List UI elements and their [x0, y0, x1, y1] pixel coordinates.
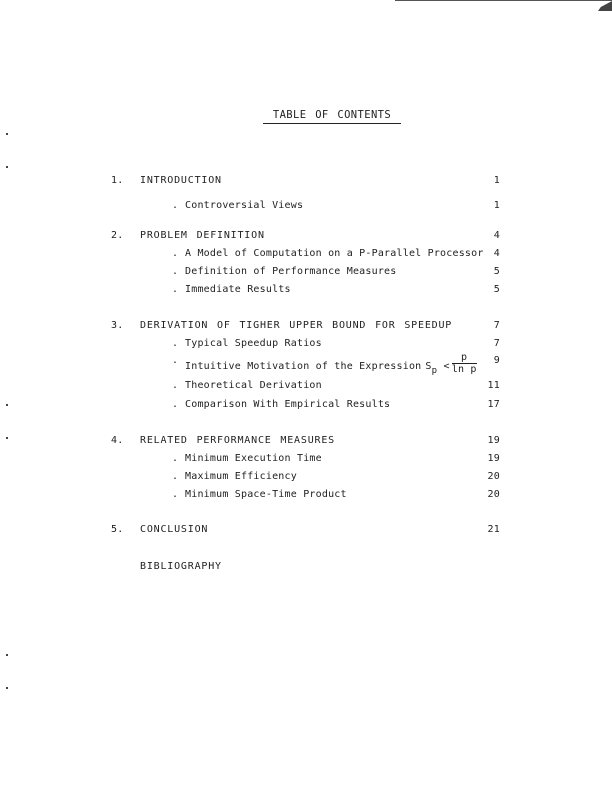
- section-number: 5.: [111, 524, 124, 535]
- page-number: 17: [487, 399, 500, 410]
- subsection-title: Typical Speedup Ratios: [185, 338, 322, 349]
- subsection-title-text: Intuitive Motivation of the Expression: [185, 361, 422, 372]
- page-number: 5: [493, 284, 500, 295]
- subsection-title: Minimum Space-Time Product: [185, 489, 347, 500]
- subsection-title: Minimum Execution Time: [185, 453, 322, 464]
- scan-artifact-dot: [6, 133, 8, 135]
- section-title: DERIVATION OF TIGHER UPPER BOUND FOR SPEEDUP: [140, 320, 453, 331]
- formula-denominator: ln p: [451, 364, 477, 375]
- section-title: PROBLEM DEFINITION: [140, 230, 265, 241]
- speedup-formula: [425, 352, 477, 377]
- subsection-title: Comparison With Empirical Results: [185, 399, 391, 410]
- scan-artifact-dot: [6, 404, 8, 406]
- scan-artifact-mark: [598, 1, 612, 11]
- page-number: 20: [487, 489, 500, 500]
- scan-artifact-dot: [6, 687, 8, 689]
- page-number: 19: [487, 453, 500, 464]
- bullet: .: [172, 284, 179, 295]
- page-number: 1: [493, 175, 500, 186]
- page-number: 9: [493, 355, 500, 366]
- scan-artifact-dot: [6, 654, 8, 656]
- section-title: RELATED PERFORMANCE MEASURES: [140, 435, 335, 446]
- page-number: 20: [487, 471, 500, 482]
- page-number: 19: [487, 435, 500, 446]
- page-number: 4: [493, 248, 500, 259]
- formula-operator: <: [443, 361, 450, 372]
- section-number: 3.: [111, 320, 124, 331]
- section-title: INTRODUCTION: [140, 175, 222, 186]
- scan-artifact-dot: [6, 166, 8, 168]
- bullet: .: [172, 453, 179, 464]
- subsection-title: Theoretical Derivation: [185, 380, 322, 391]
- bullet: .: [172, 380, 179, 391]
- section-number: 2.: [111, 230, 124, 241]
- page-number: 7: [493, 320, 500, 331]
- section-number: 4.: [111, 435, 124, 446]
- page-number: 1: [493, 200, 500, 211]
- bullet: .: [172, 248, 179, 259]
- subsection-title: A Model of Computation on a P-Parallel Processor: [185, 248, 484, 259]
- bullet: .: [172, 338, 179, 349]
- subsection-title: Controversial Views: [185, 200, 304, 211]
- page-title: TABLE OF CONTENTS: [263, 109, 401, 124]
- page-number: 11: [487, 380, 500, 391]
- bullet: .: [172, 471, 179, 482]
- bullet: .: [172, 355, 179, 366]
- formula-symbol: S: [425, 361, 432, 372]
- bullet: .: [172, 489, 179, 500]
- bullet: .: [172, 399, 179, 410]
- formula-subscript: p: [431, 366, 438, 376]
- formula-numerator: p: [452, 353, 477, 364]
- scan-artifact-dot: [6, 437, 8, 439]
- section-title: CONCLUSION: [140, 524, 209, 535]
- subsection-title: Definition of Performance Measures: [185, 266, 397, 277]
- section-number: 1.: [111, 175, 124, 186]
- bullet: .: [172, 266, 179, 277]
- page-number: 21: [487, 524, 500, 535]
- page-number: 5: [493, 266, 500, 277]
- subsection-title: Immediate Results: [185, 284, 291, 295]
- page-number: 4: [493, 230, 500, 241]
- subsection-title: [185, 352, 477, 377]
- bibliography-title: BIBLIOGRAPHY: [140, 561, 222, 572]
- page-number: 7: [493, 338, 500, 349]
- subsection-title: Maximum Efficiency: [185, 471, 297, 482]
- scan-artifact-line: [395, 0, 612, 1]
- bullet: .: [172, 200, 179, 211]
